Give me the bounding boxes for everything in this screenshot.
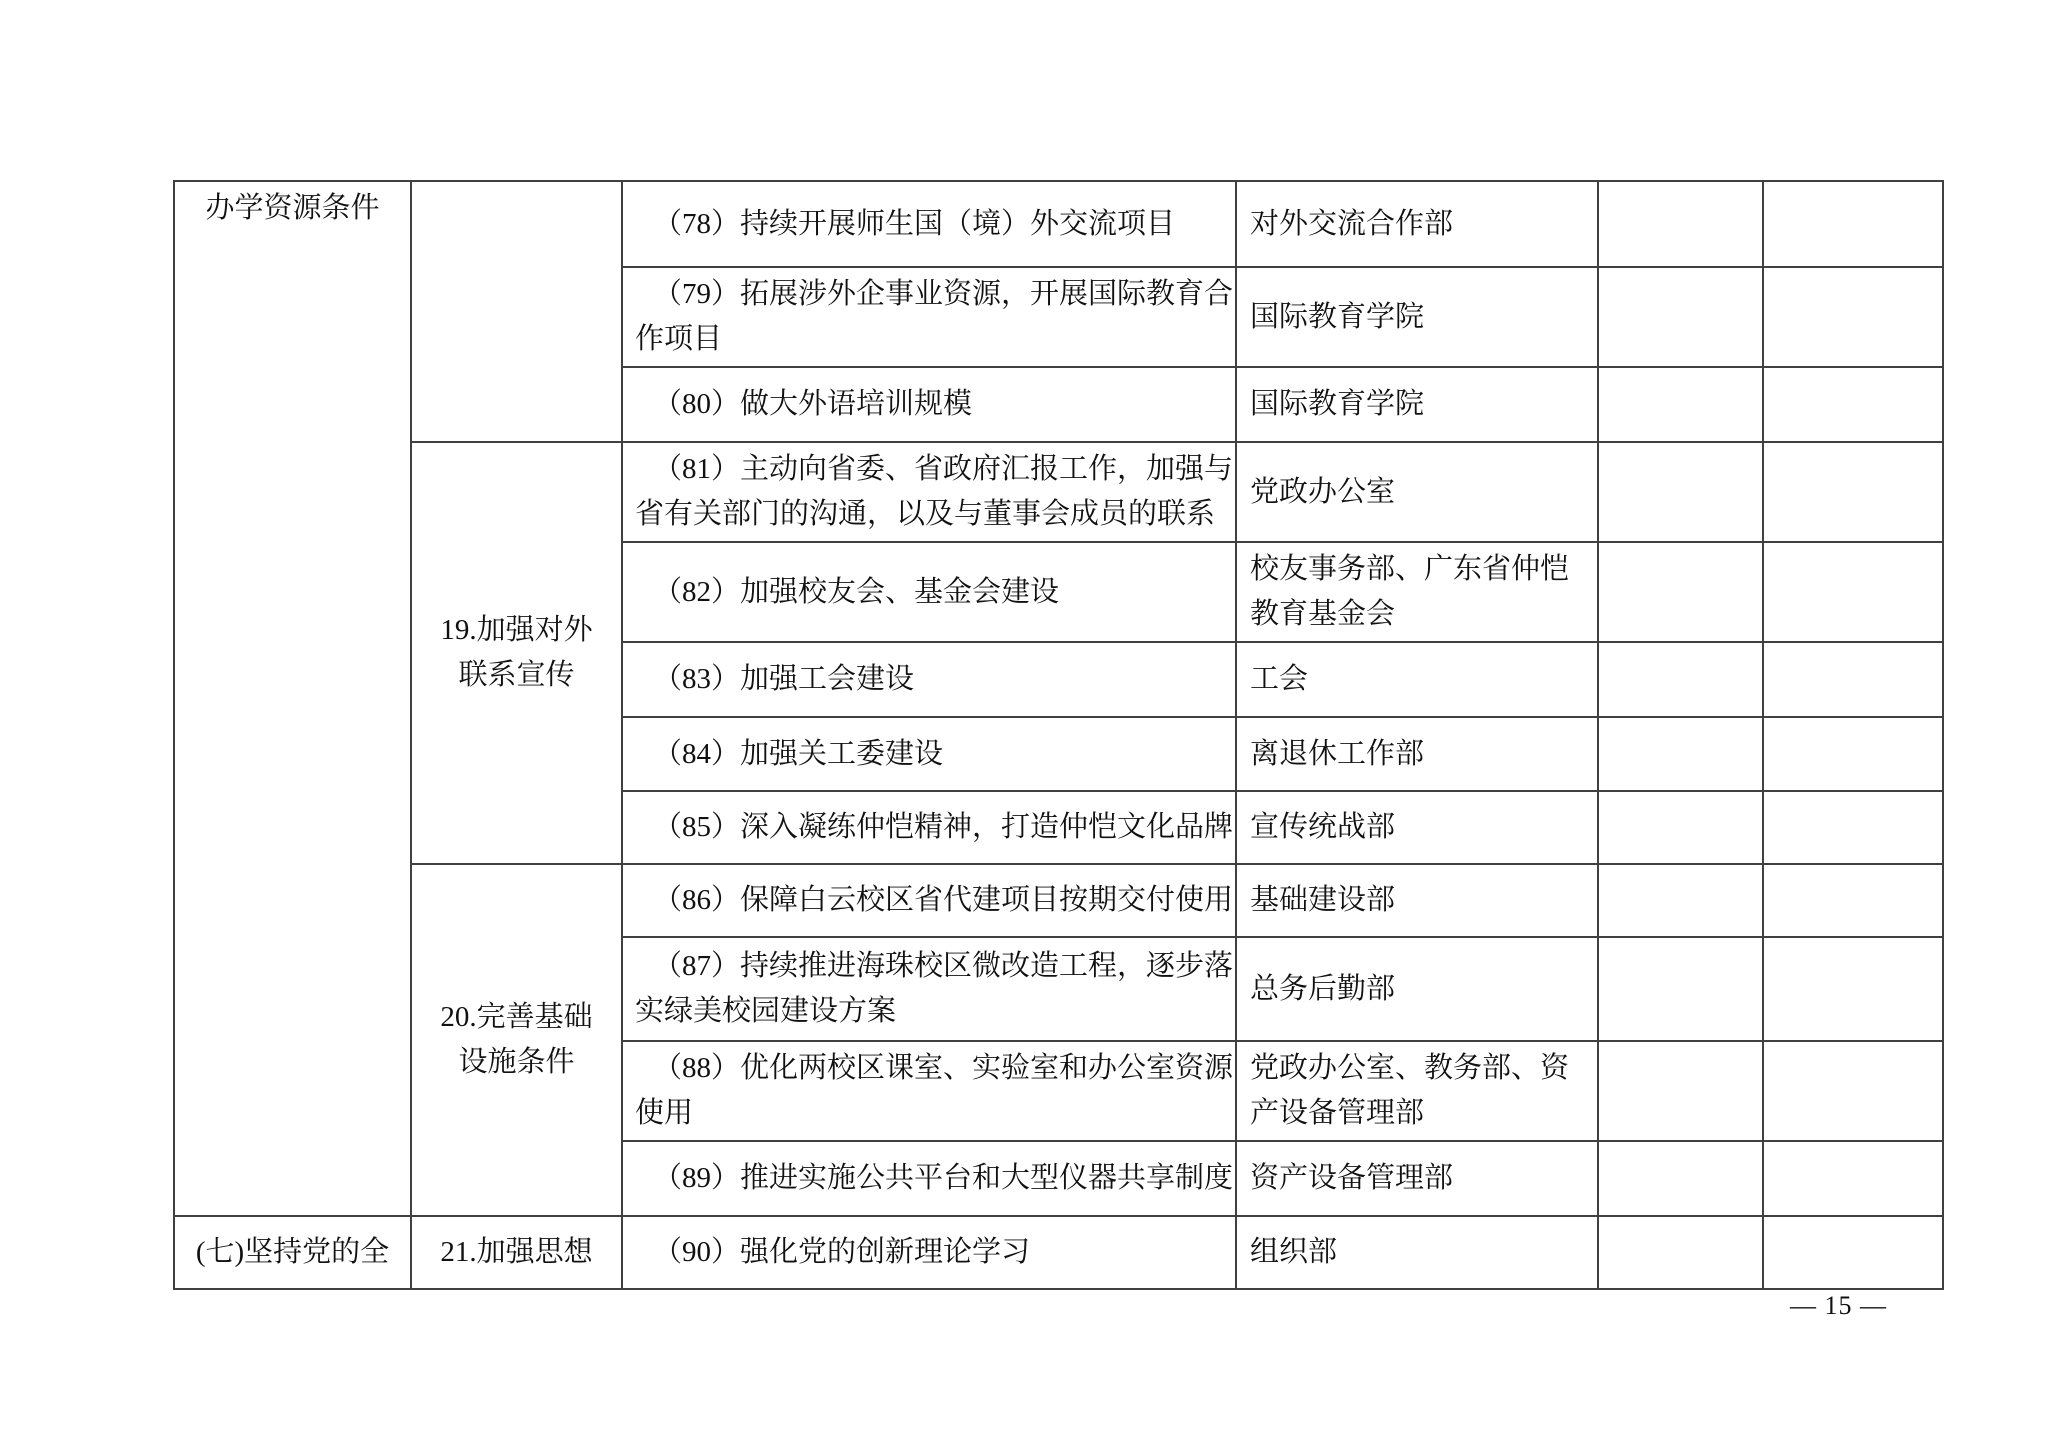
blank-cell xyxy=(1763,717,1943,791)
category-cell-resources xyxy=(174,181,411,1216)
blank-cell xyxy=(1598,791,1763,864)
blank-cell xyxy=(1598,1041,1763,1141)
category-label: 办学资源条件 xyxy=(205,192,380,224)
blank-cell xyxy=(1763,864,1943,937)
blank-cell xyxy=(1763,791,1943,864)
blank-cell xyxy=(1763,642,1943,717)
category-cell-party-leadership xyxy=(174,1216,411,1289)
blank-cell xyxy=(1598,642,1763,717)
group-label-line: 20.完善基础 xyxy=(440,1001,593,1033)
task-cell: （87）持续推进海珠校区微改造工程，逐步落实绿美校园建设方案 xyxy=(622,937,1236,1041)
department-cell: 离退休工作部 xyxy=(1236,717,1598,791)
document-table xyxy=(173,180,1944,1290)
blank-cell xyxy=(1763,442,1943,542)
category-label: (七)坚持党的全 xyxy=(195,1236,390,1268)
blank-cell xyxy=(1763,267,1943,367)
blank-cell xyxy=(1763,1041,1943,1141)
blank-cell xyxy=(1598,367,1763,442)
department-cell: 宣传统战部 xyxy=(1236,791,1598,864)
group-label-line: 联系宣传 xyxy=(458,659,575,691)
group-label-line: 设施条件 xyxy=(458,1046,575,1078)
task-cell: （88）优化两校区课室、实验室和办公室资源使用 xyxy=(622,1041,1236,1141)
task-cell: （80）做大外语培训规模 xyxy=(622,367,1236,442)
task-cell: （90）强化党的创新理论学习 xyxy=(622,1216,1236,1289)
task-cell: （81）主动向省委、省政府汇报工作，加强与省有关部门的沟通，以及与董事会成员的联系 xyxy=(622,442,1236,542)
task-cell: （82）加强校友会、基金会建设 xyxy=(622,542,1236,642)
department-cell: 资产设备管理部 xyxy=(1236,1141,1598,1216)
blank-cell xyxy=(1598,864,1763,937)
task-cell: （89）推进实施公共平台和大型仪器共享制度 xyxy=(622,1141,1236,1216)
table-row xyxy=(174,181,1943,267)
blank-cell xyxy=(1763,367,1943,442)
department-cell: 校友事务部、广东省仲恺教育基金会 xyxy=(1236,542,1598,642)
blank-cell xyxy=(1598,542,1763,642)
department-cell: 国际教育学院 xyxy=(1236,367,1598,442)
blank-cell xyxy=(1763,542,1943,642)
blank-cell xyxy=(1598,442,1763,542)
task-cell: （86）保障白云校区省代建项目按期交付使用 xyxy=(622,864,1236,937)
task-cell: （85）深入凝练仲恺精神，打造仲恺文化品牌 xyxy=(622,791,1236,864)
blank-cell xyxy=(1763,937,1943,1041)
group-cell-blank xyxy=(411,181,622,442)
department-cell: 对外交流合作部 xyxy=(1236,181,1598,267)
department-cell: 党政办公室 xyxy=(1236,442,1598,542)
department-cell: 国际教育学院 xyxy=(1236,267,1598,367)
task-cell: （78）持续开展师生国（境）外交流项目 xyxy=(622,181,1236,267)
table-row xyxy=(174,442,1943,542)
task-cell: （83）加强工会建设 xyxy=(622,642,1236,717)
blank-cell xyxy=(1598,937,1763,1041)
group-cell-21: 21.加强思想 xyxy=(411,1216,622,1289)
blank-cell xyxy=(1763,1216,1943,1289)
blank-cell xyxy=(1598,717,1763,791)
task-cell: （79）拓展涉外企事业资源，开展国际教育合作项目 xyxy=(622,267,1236,367)
task-cell: （84）加强关工委建设 xyxy=(622,717,1236,791)
page-number: — 15 — xyxy=(1790,1291,1887,1320)
blank-cell xyxy=(1598,1141,1763,1216)
blank-cell xyxy=(1763,181,1943,267)
group-label-line: 19.加强对外 xyxy=(440,614,593,646)
blank-cell xyxy=(1598,1216,1763,1289)
department-cell: 组织部 xyxy=(1236,1216,1598,1289)
blank-cell xyxy=(1598,267,1763,367)
blank-cell xyxy=(1598,181,1763,267)
group-cell-20 xyxy=(411,864,622,1216)
table-row xyxy=(174,864,1943,937)
blank-cell xyxy=(1763,1141,1943,1216)
department-cell: 总务后勤部 xyxy=(1236,937,1598,1041)
department-cell: 基础建设部 xyxy=(1236,864,1598,937)
table-row xyxy=(174,1216,1943,1289)
department-cell: 工会 xyxy=(1236,642,1598,717)
group-cell-19 xyxy=(411,442,622,864)
department-cell: 党政办公室、教务部、资产设备管理部 xyxy=(1236,1041,1598,1141)
